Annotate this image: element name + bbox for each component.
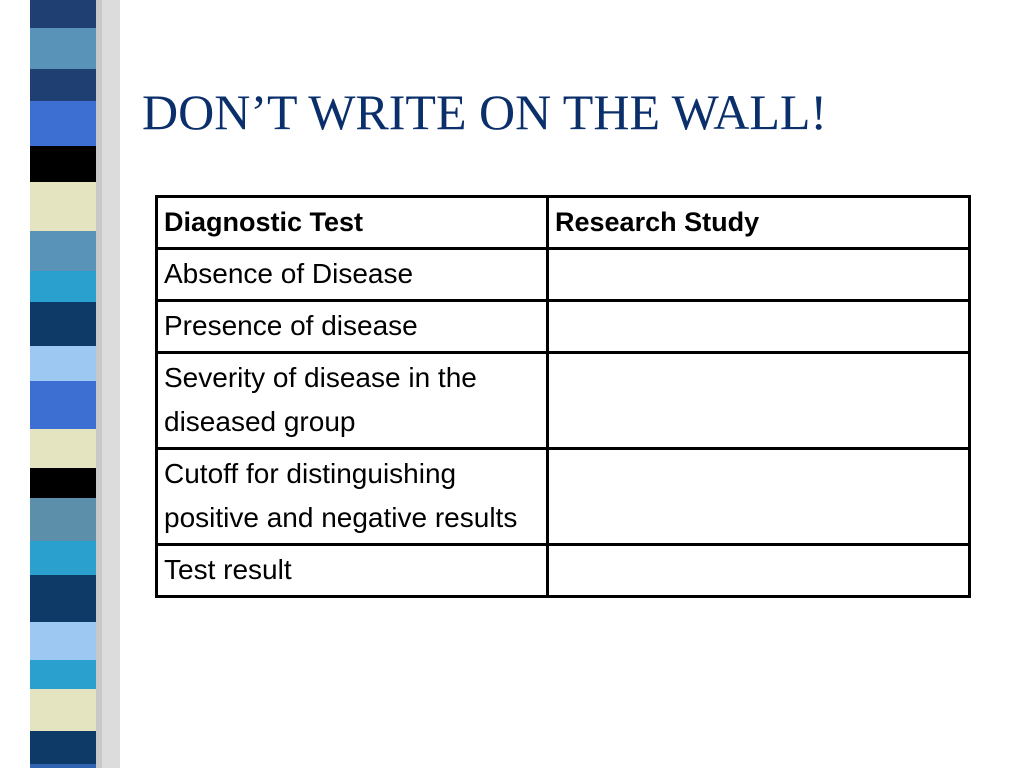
table-row bbox=[157, 249, 970, 301]
header-diagnostic-test: Diagnostic Test bbox=[157, 197, 548, 249]
stripe-block bbox=[30, 0, 96, 30]
stripe-block bbox=[30, 182, 96, 233]
stripe-block bbox=[30, 689, 96, 733]
stripe-block bbox=[30, 660, 96, 691]
comparison-table bbox=[155, 195, 971, 598]
stripe-block bbox=[30, 622, 96, 662]
table-cell-empty bbox=[548, 449, 970, 545]
table-cell-empty bbox=[548, 353, 970, 449]
stripe-block bbox=[30, 764, 96, 768]
stripe-block bbox=[30, 146, 96, 184]
stripe-block bbox=[30, 28, 96, 71]
table-cell-label: Test result bbox=[157, 545, 548, 597]
stripe-block bbox=[30, 498, 96, 543]
stripe-block bbox=[30, 101, 96, 148]
table-row bbox=[157, 301, 970, 353]
stripe-block bbox=[30, 381, 96, 431]
table-cell-label: Presence of disease bbox=[157, 301, 548, 353]
stripe-block bbox=[30, 575, 96, 624]
table-cell-empty bbox=[548, 249, 970, 301]
table-cell-empty bbox=[548, 301, 970, 353]
decorative-stripe-bar bbox=[0, 0, 120, 768]
header-research-study: Research Study bbox=[548, 197, 970, 249]
stripe-block bbox=[30, 731, 96, 766]
slide-title: DON’T WRITE ON THE WALL! bbox=[142, 84, 828, 140]
table-row bbox=[157, 449, 970, 545]
stripe-block bbox=[30, 69, 96, 103]
stripe-block bbox=[30, 302, 96, 348]
table-cell-label: Cutoff for distinguishing positive and negative results bbox=[157, 449, 548, 545]
table-cell-label: Severity of disease in the diseased group bbox=[157, 353, 548, 449]
table-row bbox=[157, 353, 970, 449]
stripe-block bbox=[30, 346, 96, 383]
stripe-block bbox=[30, 271, 96, 304]
table-row bbox=[157, 545, 970, 597]
stripe-block bbox=[30, 429, 96, 470]
stripe-block bbox=[30, 231, 96, 273]
stripe-block bbox=[30, 541, 96, 577]
table-header-row bbox=[157, 197, 970, 249]
stripe-block bbox=[30, 468, 96, 500]
table-cell-label: Absence of Disease bbox=[157, 249, 548, 301]
table-cell-empty bbox=[548, 545, 970, 597]
